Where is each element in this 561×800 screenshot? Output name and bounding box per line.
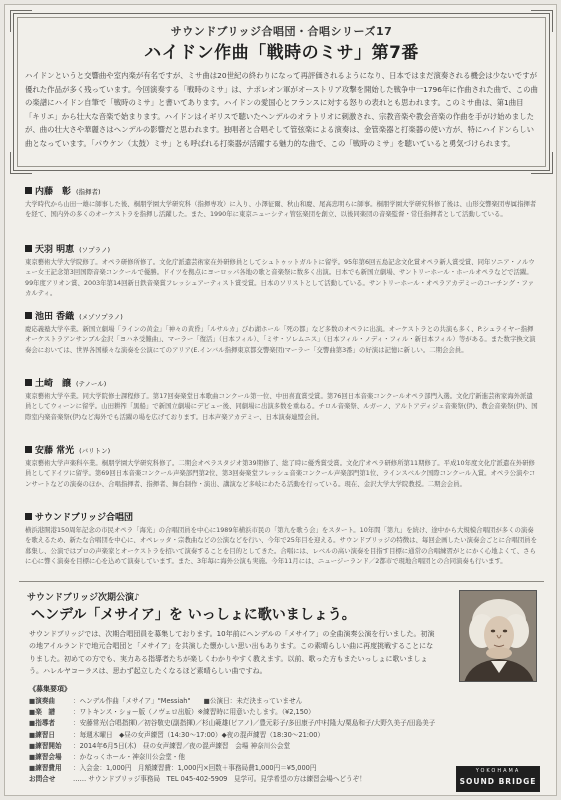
requirements-title: 《募集要項》 <box>29 685 71 693</box>
square-bullet-icon <box>25 446 32 453</box>
requirement-value: ：毎週木曜日 ◆昼の女声練習（14:30～17:00）◆夜の混声練習（18:30～21:00） <box>73 730 324 739</box>
next-concert-body: サウンドブリッジでは、次期合唱団員を募集しております。10年前にヘンデルの「メサイア」の全曲演奏公演を行いました。初演の地アイルランドで地元合唱団と「メサイア」を共演した懐かしい思い出もあります。この素晴らしい曲に再度挑戦することになりました。初めての方でも、実力ある指導者たちが楽しくわかりやすく教えます。以前、歌った方もまたいっしょに歌いましょう。ハレルヤコーラスは、思わず起立したくなるほど素晴らしい曲ですね。 <box>29 630 435 676</box>
performer-bio: 大学時代から山田一雄に師事した後、桐朋学園大学研究科（指揮専攻）に入り、小澤征爾、秋山和慶、尾高忠明らに師事。桐朋学園大学研究科修了後は、山形交響楽団専属指揮者を経て、国内外の多くのオーケストラを指揮し活躍した。また、1990年に東京ニューシティ管弦楽団を創立、以後同楽団の音楽監督・常任指揮者として活動している。 <box>25 200 537 219</box>
performer-section <box>25 377 538 444</box>
performer-section <box>25 310 538 377</box>
choir-bio: 横浜港開港150周年記念の市民オペラ「海光」の合唱団員を中心に1989年横浜市民の「第九を歌う会」をスタート。10年間「第九」を続け、途中から大規模合唱団が多くの演奏を歌えるため、新たな合唱団を中心に、オペレッタ・宗教曲などの公演などを行い、今年で25年目を迎える。サウンドブリッジの特徴は、毎回企画したい演奏会ごとに合唱団員を募集し、公演ではプロの声楽家とオーケストラを招いて演奏することを目的としてきた。合唱には、レベルの高い演奏を目指す目標に通常の合唱練習がとにかく心地よくて、さらに心に響く演奏を目標に心を込めて演奏しています。また、3年毎に海外公演も実施。今年11月には、ニュージーランド／2都市で現地合唱団との合同演奏も行います。 <box>25 526 537 566</box>
performer-bio: 慶応義塾大学卒業。新国立劇場「ラインの黄金」「神々の黄昏」「ルサルカ」びわ湖ホール「死の都」など多数のオペラに出演。オーケストラとの共演も多く、P.シュライヤー指揮オーケストラアンサンブル金沢「ヨハネ受難曲」、マーラー「復活」（日本フィル）、「ミサ・ソレムニス」（日本フィル・ノディ・フィル・新日本フィル）等がある。また数字換文演奏会においては、世界各国様々な演奏を公演にてのアリア(E.インバル指揮東京都交響楽団)マーラー「交響曲第3番」の好演は記憶に新しい。二期会会員。 <box>25 325 536 354</box>
performer-name: 安藤 常光 <box>35 446 75 456</box>
requirement-key: ■練習費用 <box>29 764 62 773</box>
handel-portrait <box>459 590 537 682</box>
choir-section <box>25 511 538 585</box>
requirement-value: ：安藤常光(合唱指揮)／初谷敬史(副指揮)／杉山範雄(ピアノ)／豊元彩子/多田康子/中村隆大/栗島和子/大野久美子/田島美子 <box>73 719 436 728</box>
series-title: サウンドブリッジ合唱団・合唱シリーズ17 <box>170 25 393 38</box>
requirements-list <box>29 696 459 786</box>
performer-heading <box>25 310 538 324</box>
square-bullet-icon <box>25 245 32 252</box>
choir-heading <box>25 511 538 525</box>
performer-bio: 東京藝術大学卒業。同大学院修士課程修了。第17回奏楽堂日本歌曲コンクール第一位、中田喜直賞受賞。第76回日本音楽コンクールオペラ部門入選。文化庁新進芸術家海外派遣員としてウィーンに留学。山田耕筰「黒船」で新国立劇場にデビュー後、同劇場に出演多数を重ねる。チロル音楽祭、ルガーノ、アルトアディジェ音楽祭(伊)、教会音楽祭(伊)、国際室内楽音楽祭(伊)など海外でも活躍の場を広げております。日本声楽アカデミー、日本演奏連盟会員。 <box>25 392 538 421</box>
next-concert-label: サウンドブリッジ次期公演♪ <box>27 593 140 603</box>
performer-section <box>25 444 538 511</box>
requirement-key: ■練習日 <box>29 730 56 739</box>
performer-heading <box>25 185 538 199</box>
intro-text: ハイドンというと交響曲や室内楽が有名ですが、ミサ曲は20世紀の終わりになって再評価されるようになり、日本ではまだ演奏される機会は少ないですが優れた作品が多く残っています。今回演奏する「戦時のミサ」は、ナポレオン軍がオーストリア攻撃を開始した戦争中一1796年に作曲された曲で、この曲の楽譜にハイドン自筆で「戦時のミサ」と書いてあります。ハイドンの愛国心とフランスに対する怒りの表れとも思われます。このミサ曲は、第1曲目「キリエ」から壮大な音楽で始まります。ハイドンはイギリスで聴いたヘンデルのオラトリオに刺激され、宗教音楽や教会音楽の作曲を手がけ始めましたが、曲の壮大さや華麗さはヘンデルの影響だと思われます。独唱者と合唱そして管弦楽による演奏は、金管楽器と打楽器の使い方が、特にハイドンらしい曲となっています。「パウケン（太鼓）ミサ」とも呼ばれる打楽器が活躍する魅力的な曲で、この「戦時のミサ」を聴いていると勇気づけられます。 <box>25 71 538 148</box>
contact-value: …… サウンドブリッジ事務局 TEL 045-402-5909 見学可。見学希望の方は練習会場へどうぞ！ <box>73 775 366 784</box>
performer-role: (バリトン) <box>79 447 111 455</box>
performer-name: 池田 香織 <box>35 312 75 322</box>
performer-section <box>25 185 538 241</box>
performer-role: (テノール) <box>76 380 107 388</box>
requirement-value: ：ヘンデル作曲「メサイア」"Messiah" ■公演日：未だ決まっていません <box>73 697 303 705</box>
next-concert-title: ヘンデル「メサイア」を いっしょに歌いましょう。 <box>31 607 356 623</box>
requirement-row <box>29 707 459 718</box>
next-concert-box <box>19 581 544 795</box>
square-bullet-icon <box>25 379 32 386</box>
portrait-image <box>460 591 537 682</box>
requirement-row <box>29 752 459 763</box>
performer-heading <box>25 243 538 257</box>
performer-heading <box>25 444 538 458</box>
performer-section <box>25 243 538 310</box>
page-title: ハイドン作曲「戦時のミサ」第7番 <box>144 43 419 63</box>
requirement-key: ■練習開始 <box>29 741 62 750</box>
requirement-value: ：2014年6月5日(木) 昼の女声練習／夜の混声練習 会場 神奈川公会堂 <box>73 741 291 750</box>
requirement-key: ■練習会場 <box>29 752 62 761</box>
performer-bio: 東京藝術大学声楽科卒業。桐朋学園大学研究科修了。二期会オペラスタジオ第39期修了、総了時に優秀賞受賞。文化庁オペラ研修所第11期修了。平成10年度文化庁派遣在外研修員としてドイツに留学。第69回日本音楽コンクール声楽部門第2位、第3回奏楽堂フレッシュ音楽コンクール声楽部門第1位、ラインスベルク国際コンクール入賞。オペラ公演やコンサートなどの演奏のほか、合唱指揮者、指揮者、舞台制作・演出、講演など多岐にわたる活動を行っている。現在、金沢大学大学院教授。二期会会員。 <box>25 459 536 488</box>
requirement-value: ：かなっくホール・神奈川公会堂・他 <box>73 752 185 761</box>
performer-role: (ソプラノ) <box>79 246 111 254</box>
requirement-row <box>29 718 459 729</box>
requirement-row <box>29 763 459 774</box>
performer-role: (メゾソプラノ) <box>79 313 123 321</box>
sound-bridge-logo <box>456 766 540 792</box>
requirement-value: ：ワトキンス・ショー版（ノヴェロ出版）※練習時に用意いたします。（¥2,150） <box>73 708 315 717</box>
requirement-key: ■楽 譜 <box>29 708 56 717</box>
requirement-value: ：入会金：1,000円 月額練習費：1,000円×回数＋事務局費1,000円＝¥5,000円 <box>73 764 317 773</box>
choir-name: サウンドブリッジ合唱団 <box>35 513 134 523</box>
square-bullet-icon <box>25 312 32 319</box>
contact-key: お問合せ <box>29 775 56 784</box>
performer-name: 天羽 明恵 <box>35 245 75 255</box>
requirement-key: ■演奏曲 <box>29 697 56 705</box>
square-bullet-icon <box>25 187 32 194</box>
logo-text: SOUND BRIDGE <box>459 777 537 786</box>
requirement-row <box>29 696 459 707</box>
square-bullet-icon <box>25 513 32 520</box>
logo-subtext: YOKOHAMA <box>475 768 521 774</box>
performer-bio: 東京藝術大学大学院修了。オペラ研修所修了。文化庁派遣芸術家在外研修員としてシュトゥットガルトに留学。95年第6回五島記念文化賞オペラ新人賞受賞、同年ソニア・ノルウェー女王記念第3回国際音楽コンクールで優勝。ドイツを拠点にヨーロッパ各地の歌と音楽祭に数多く出演。日本でも新国立劇場、サントリーホール・ホールオペラなどで活躍。99年度アリオン賞、2003年第14回新日鉄音楽賞フレッシュアーティスト賞受賞。日本のソリストとして活動している。サントリーホール・オペラアカデミーのコーチング・ファカルティ。 <box>25 258 535 298</box>
requirement-row <box>29 730 459 741</box>
performer-role: (指揮者) <box>76 188 101 196</box>
performer-name: 土崎 譲 <box>35 379 72 389</box>
requirement-row <box>29 741 459 752</box>
contact-row <box>29 774 459 785</box>
performer-name: 内藤 彰 <box>35 187 72 197</box>
flyer-sheet <box>4 4 557 796</box>
performer-heading <box>25 377 538 391</box>
requirement-key: ■指導者 <box>29 719 56 728</box>
